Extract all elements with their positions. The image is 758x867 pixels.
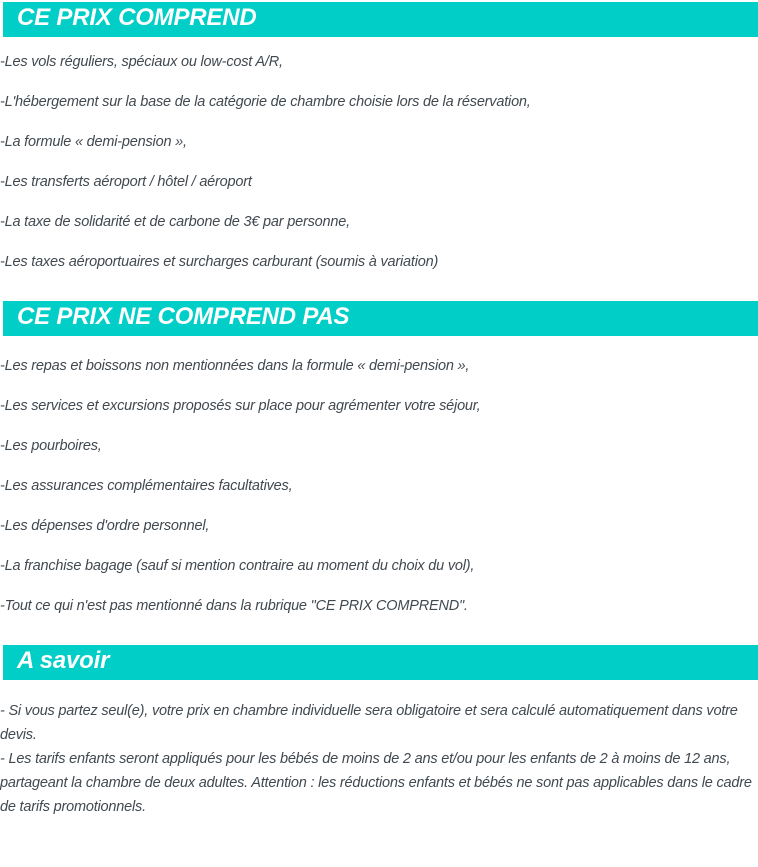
list-item: -L'hébergement sur la base de la catégorie de chambre choisie lors de la réservation, bbox=[0, 94, 531, 110]
price-excludes-list bbox=[0, 359, 758, 614]
list-item: -Les repas et boissons non mentionnées dans la formule « demi-pension », bbox=[0, 358, 470, 374]
list-item: -La franchise bagage (sauf si mention contraire au moment du choix du vol), bbox=[0, 558, 475, 574]
list-item: -Les transferts aéroport / hôtel / aéroport bbox=[0, 174, 252, 190]
price-includes-list bbox=[0, 55, 758, 270]
list-item: -Les assurances complémentaires facultatives, bbox=[0, 478, 293, 494]
list-item: -Les pourboires, bbox=[0, 438, 102, 454]
section-title-price-excludes: CE PRIX NE COMPREND PAS bbox=[17, 303, 350, 330]
paragraph: - Les tarifs enfants seront appliqués pour les bébés de moins de 2 ans et/ou pour les enfants de 2 à moins de 12 ans, partageant la chambre de deux adultes. Attention : les réductions enfants et bébés ne sont pas applicables dans le cadre de tarifs promotionnels. bbox=[0, 751, 752, 815]
list-item: -La taxe de solidarité et de carbone de 3€ par personne, bbox=[0, 214, 350, 230]
list-item: -Les services et excursions proposés sur place pour agrémenter votre séjour, bbox=[0, 398, 481, 414]
paragraph: - Si vous partez seul(e), votre prix en chambre individuelle sera obligatoire et sera calculé automatiquement dans votre devis. bbox=[0, 703, 738, 743]
list-item: -Les vols réguliers, spéciaux ou low-cost A/R, bbox=[0, 54, 283, 70]
list-item: -Les taxes aéroportuaires et surcharges carburant (soumis à variation) bbox=[0, 254, 439, 270]
section-header-price-excludes bbox=[3, 301, 758, 336]
list-item: -La formule « demi-pension », bbox=[0, 134, 187, 150]
section-title-price-includes: CE PRIX COMPREND bbox=[17, 4, 257, 31]
list-item: -Les dépenses d'ordre personnel, bbox=[0, 518, 210, 534]
to-know-paragraphs bbox=[0, 699, 758, 819]
list-item: -Tout ce qui n'est pas mentionné dans la rubrique "CE PRIX COMPREND". bbox=[0, 598, 468, 614]
section-header-to-know bbox=[3, 645, 758, 680]
section-title-to-know: A savoir bbox=[17, 647, 110, 674]
section-header-price-includes bbox=[3, 2, 758, 37]
